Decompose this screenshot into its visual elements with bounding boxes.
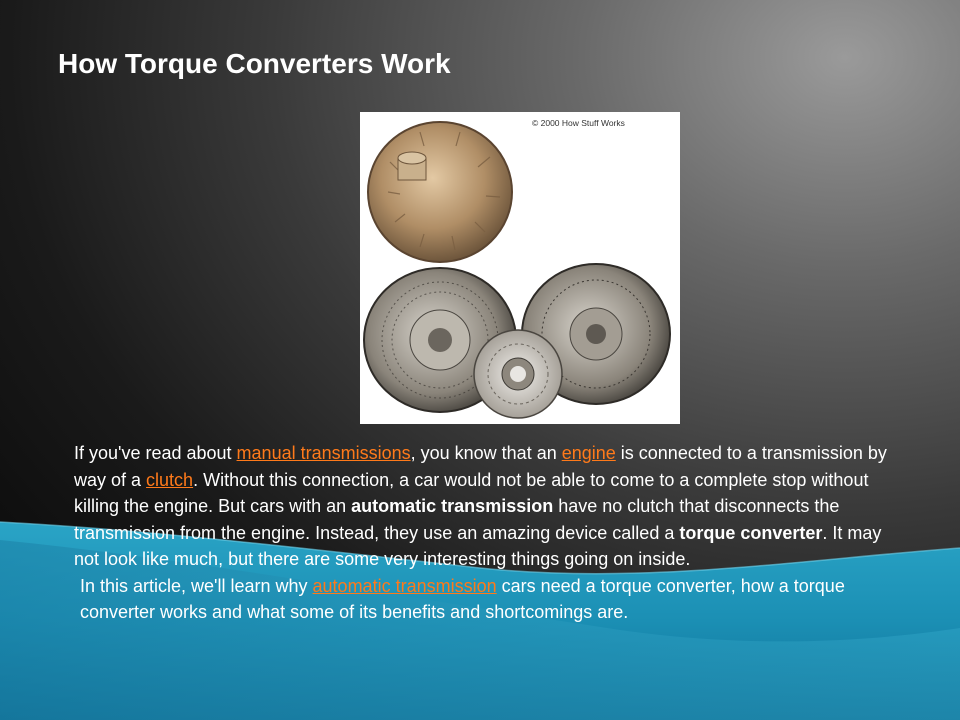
torque-converter-bold: torque converter <box>679 522 823 543</box>
converter-housing <box>368 122 512 262</box>
automatic-transmission-bold: automatic transmission <box>351 496 554 516</box>
manual-transmissions-link[interactable]: manual transmissions <box>236 443 411 463</box>
image-caption: © 2000 How Stuff Works <box>532 118 625 128</box>
body-text <box>74 440 904 626</box>
text-span: cars need a torque converter, how a torque converter works and what some of its benefits and shortcomings are. <box>80 575 845 622</box>
paragraph-2 <box>74 573 904 626</box>
automatic-transmission-link[interactable]: automatic transmission <box>312 575 497 596</box>
text-span: , you know that an <box>410 443 562 463</box>
text-span: have no clutch that disconnects the transmission from the engine. Instead, they use an amazing device called a <box>74 496 840 543</box>
text-span: In this article, we'll learn why <box>80 575 313 596</box>
stator-part <box>474 330 562 418</box>
text-span: is connected to a transmission by way of a <box>74 443 887 490</box>
torque-converter-photo <box>360 112 680 424</box>
engine-link[interactable]: engine <box>561 443 616 463</box>
text-span: . It may not look like much, but there are some very interesting things going on inside. <box>74 522 882 569</box>
text-span: . Without this connection, a car would not be able to come to a complete stop without killing the engine. But cars with an <box>74 469 869 516</box>
paragraph-1 <box>74 443 887 569</box>
slide-title: How Torque Converters Work <box>58 48 451 79</box>
clutch-link[interactable]: clutch <box>146 469 194 490</box>
text-span: If you've read about <box>74 443 237 463</box>
